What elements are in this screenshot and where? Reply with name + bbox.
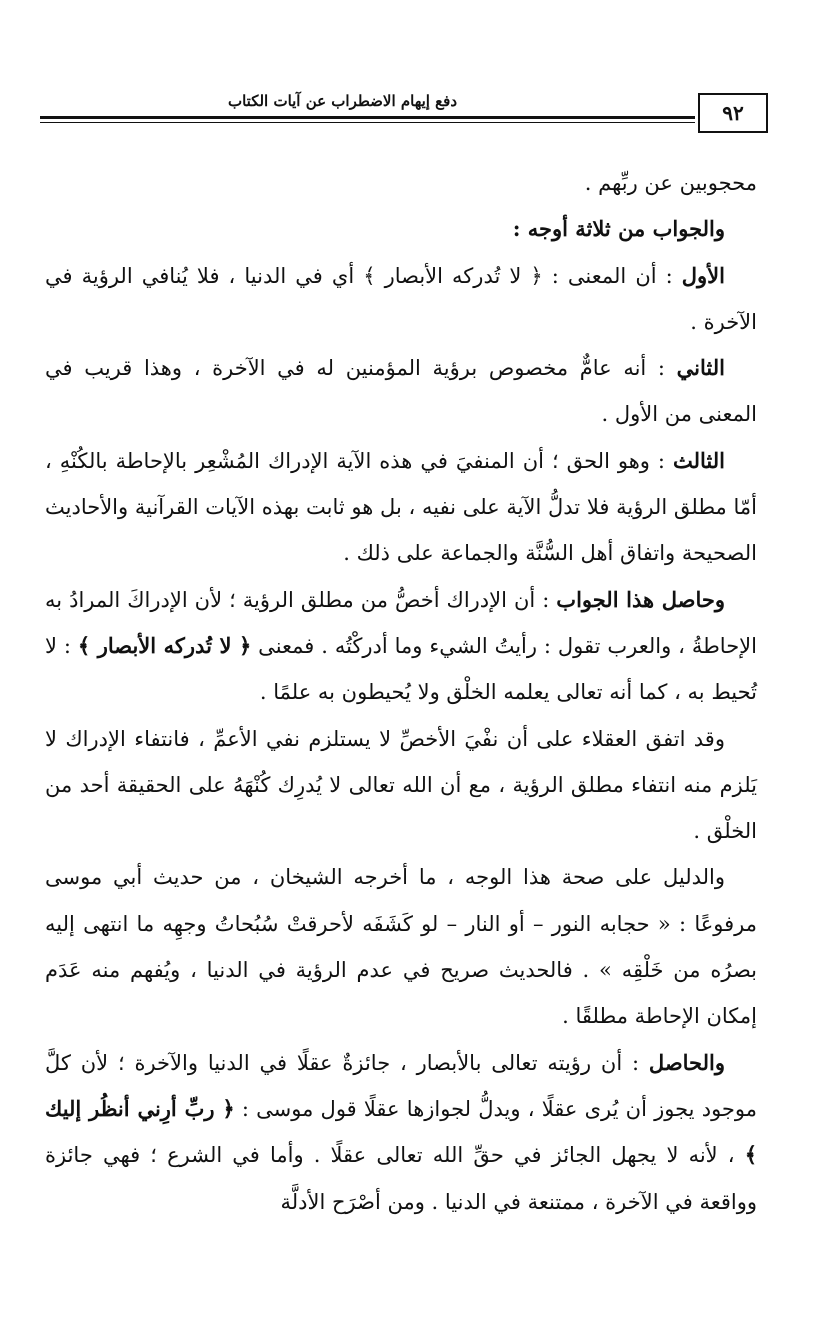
paragraph-text: محجوبين عن ربِّهم .: [584, 171, 757, 195]
paragraph-text: : أن المعنى : ﴿ لا تُدركه الأبصار ﴾ أي في الدنيا ، فلا يُنافي الرؤية في الآخرة .: [45, 263, 757, 334]
paragraph-text-continued: : لا تُحيط به ، كما أنه تعالى يعلمه الخلْق ولا يُحيطون به علمًا .: [45, 633, 757, 705]
paragraph-text: : أن الإدراك أخصُّ من مطلق الرؤية ؛ لأن الإدراكَ المرادُ به الإحاطةُ ، والعرب تقول : رأيتُ الشيء وما أدركْتُه . فمعنى: [45, 587, 757, 658]
header-rule-thick: [40, 116, 695, 119]
paragraph: [45, 577, 757, 716]
paragraph: [45, 716, 757, 855]
paragraph: [45, 160, 757, 206]
paragraph-text: : وهو الحق ؛ أن المنفيَ في هذه الآية الإدراك المُشْعِر بالإحاطة بالكُنْهِ ، أمّا مطلق الرؤية فلا تدلُّ الآية على نفيه ، بل هو ثابت بهذه الآيات القرآنية والأحاديث الصحيحة واتفاق أهل السُّنَّة والجماعة على ذلك .: [45, 448, 757, 566]
body-text: [45, 160, 757, 1225]
paragraph: [45, 1040, 757, 1225]
paragraph-lead: الثالث: [673, 447, 725, 473]
paragraph: [45, 253, 757, 346]
paragraph-text-continued: ، لأنه لا يجهل الجائز في حقِّ الله تعالى عقلًا . وأما في الشرع ؛ فهي جائزة وواقعة في الآخرة ، ممتنعة في الدنيا . ومن أصْرَح الأدلَّة: [45, 1143, 757, 1214]
page-header: [40, 88, 780, 144]
paragraph-text: : أنه عامٌّ مخصوص برؤية المؤمنين له في الآخرة ، وهذا قريب في المعنى من الأول .: [45, 356, 757, 427]
paragraph-lead: الأول: [681, 262, 725, 288]
page-number-box: [698, 93, 768, 133]
paragraph-lead: الثاني: [676, 355, 725, 381]
header-rule-thin: [40, 122, 695, 123]
paragraph-text: : أن رؤيته تعالى بالأبصار ، جائزةٌ عقلًا في الدنيا والآخرة ؛ لأن كلَّ موجود يجوز أن يُرى عقلًا ، ويدلُّ لجوازها عقلًا قول موسى :: [45, 1050, 757, 1121]
quran-quote: ﴿ ربِّ أرِني أنظُر إليك ﴾: [45, 1095, 757, 1168]
paragraph-lead: والحاصل: [648, 1049, 725, 1075]
paragraph-text: والدليل على صحة هذا الوجه ، ما أخرجه الشيخان ، من حديث أبي موسى مرفوعًا : « حجابه النور – أو النار – لو كَشَفَه لأحرقتْ سُبُحاتُ وجهِه ما انتهى إليه بصرُه من خَلْقِه » . فالحديث صريح في عدم الرؤية في الدنيا ، ويُفهم منه عَدَم إمكان الإحاطة مطلقًا .: [45, 865, 757, 1029]
quran-quote: ﴿ لا تُدركه الأبصار ﴾: [77, 632, 252, 658]
paragraph: [45, 438, 757, 577]
page-number: ٩٢: [722, 101, 744, 125]
paragraph-text: وقد اتفق العقلاء على أن نفْيَ الأخصِّ لا يستلزم نفي الأعمِّ ، فانتفاء الإدراك لا يَلزم منه انتفاء مطلق الرؤية ، مع أن الله تعالى لا يُدرِك كُنْهَهُ على الحقيقة أحد من الخلْق .: [45, 726, 757, 844]
paragraph-lead: وحاصل هذا الجواب: [556, 586, 725, 612]
paragraph: [45, 345, 757, 438]
section-heading: [45, 206, 757, 252]
running-title: دفع إيهام الاضطراب عن آيات الكتاب: [227, 92, 458, 110]
heading-text: والجواب من ثلاثة أوجه :: [512, 216, 725, 242]
paragraph: [45, 854, 757, 1039]
